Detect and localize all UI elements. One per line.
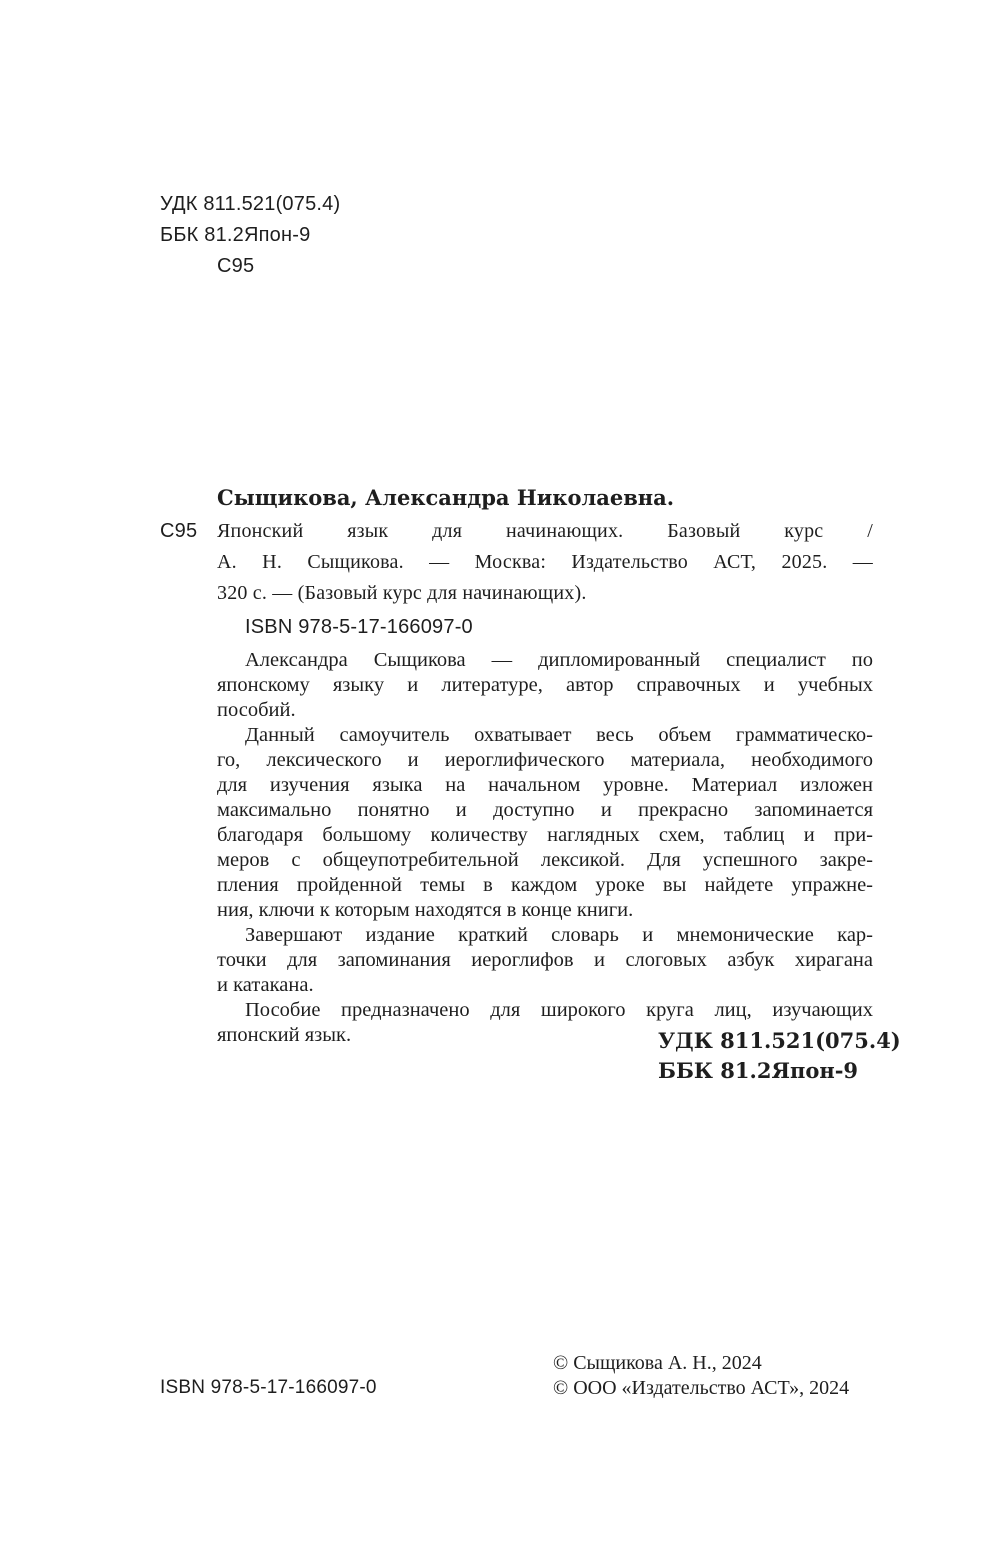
annotation-p1-line-1: Александра Сыщикова — дипломированный специалист по [245,649,873,671]
annotation-p4-line-1: Пособие предназначено для широкого круга лиц, изучающих [245,999,873,1021]
annotation-p2-line-8: ния, ключи к которым находятся в конце книги. [217,899,634,921]
title-line-2: А. Н. Сыщикова. — Москва: Издательство АСТ, 2025. — [217,551,873,573]
annotation-p4-line-2: японский язык. [217,1024,352,1046]
annotation-p2-line-6: меров с общеупотребительной лексикой. Для успешного закре- [217,849,873,871]
bbk-code-bold: ББК 81.2Япон-9 [658,1058,859,1083]
author-mark: С95 [217,255,255,277]
footer-isbn: ISBN 978-5-17-166097-0 [160,1377,377,1398]
annotation-p2-line-5: благодаря большому количеству наглядных схем, таблиц и при- [217,824,873,846]
annotation-p3-line-2: точки для запоминания иероглифов и слоговых азбук хирагана [217,949,873,971]
udk-code-bold: УДК 811.521(075.4) [658,1028,901,1053]
copyright-author: © Сыщикова А. Н., 2024 [553,1352,762,1374]
annotation-p2-line-1: Данный самоучитель охватывает весь объем грамматическо- [245,724,873,746]
record-author-mark: С95 [160,520,198,542]
copyright-publisher: © ООО «Издательство АСТ», 2024 [553,1377,850,1399]
author-heading: Сыщикова, Александра Николаевна. [217,485,675,510]
annotation-p3-line-3: и катакана. [217,974,314,996]
annotation-p3-line-1: Завершают издание краткий словарь и мнемонические кар- [245,924,873,946]
title-line-1: Японский язык для начинающих. Базовый курс / [217,520,873,542]
udk-code: УДК 811.521(075.4) [160,193,341,215]
annotation-p2-line-7: пления пройденной темы в каждом уроке вы найдете упражне- [217,874,873,896]
annotation-p1-line-3: пособий. [217,699,296,721]
annotation-p2-line-3: для изучения языка на начальном уровне. Материал изложен [217,774,873,796]
annotation-p1-line-2: японскому языку и литературе, автор справочных и учебных [217,674,873,696]
record-isbn: ISBN 978-5-17-166097-0 [245,616,473,638]
bbk-code: ББК 81.2Япон-9 [160,224,311,246]
title-line-3: 320 с. — (Базовый курс для начинающих). [217,582,587,604]
annotation-p2-line-2: го, лексического и иероглифического материала, необходимого [217,749,873,771]
annotation-p2-line-4: максимально понятно и доступно и прекрасно запоминается [217,799,873,821]
